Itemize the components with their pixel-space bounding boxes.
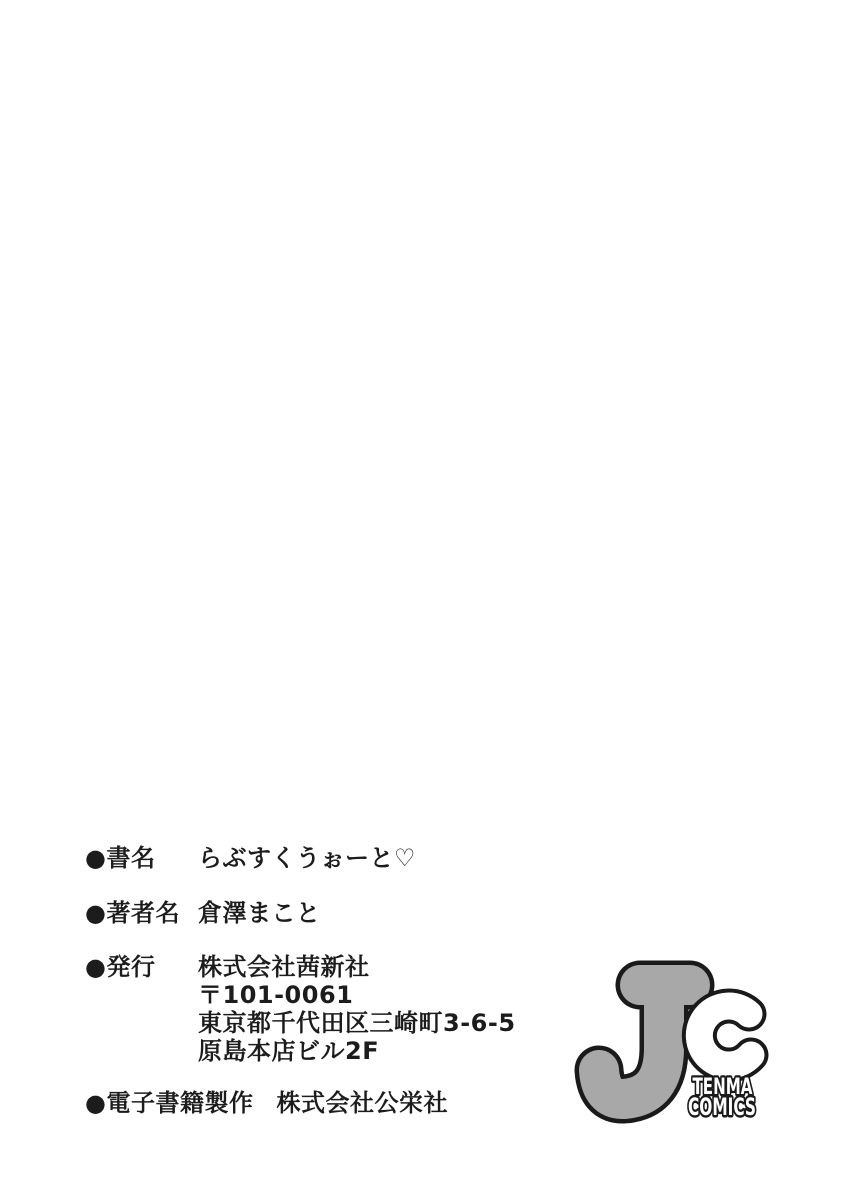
author-label: ●著者名: [85, 899, 180, 927]
publisher-name: 株式会社茜新社: [198, 953, 370, 981]
logo-letter-c: [699, 1006, 751, 1065]
colophon-row-publisher: [85, 953, 516, 1065]
book-title-label: ●書名: [85, 844, 156, 872]
ebook-producer-value: 株式会社公栄社: [276, 1089, 448, 1117]
book-title-value: らぶすくうぉーと♡: [198, 844, 417, 872]
colophon-row-book-title: [85, 844, 416, 872]
publisher-value-block: [198, 953, 516, 1065]
publisher-label: ●発行: [85, 953, 156, 981]
colophon-row-ebook-producer: [85, 1089, 448, 1117]
publisher-postal-code: 〒101-0061: [198, 981, 354, 1009]
tenma-comics-logo: [573, 958, 773, 1128]
logo-text-comics: COMICS: [688, 1093, 756, 1121]
colophon-row-author: [85, 899, 321, 927]
publisher-building: 原島本店ビル2F: [198, 1037, 380, 1065]
ebook-producer-label: ●電子書籍製作: [85, 1089, 254, 1117]
publisher-address: 東京都千代田区三崎町3-6-5: [198, 1009, 516, 1037]
author-value: 倉澤まこと: [198, 899, 321, 927]
logo-text-tenma: TENMA: [692, 1075, 753, 1100]
logo-letter-j: [599, 985, 690, 1099]
